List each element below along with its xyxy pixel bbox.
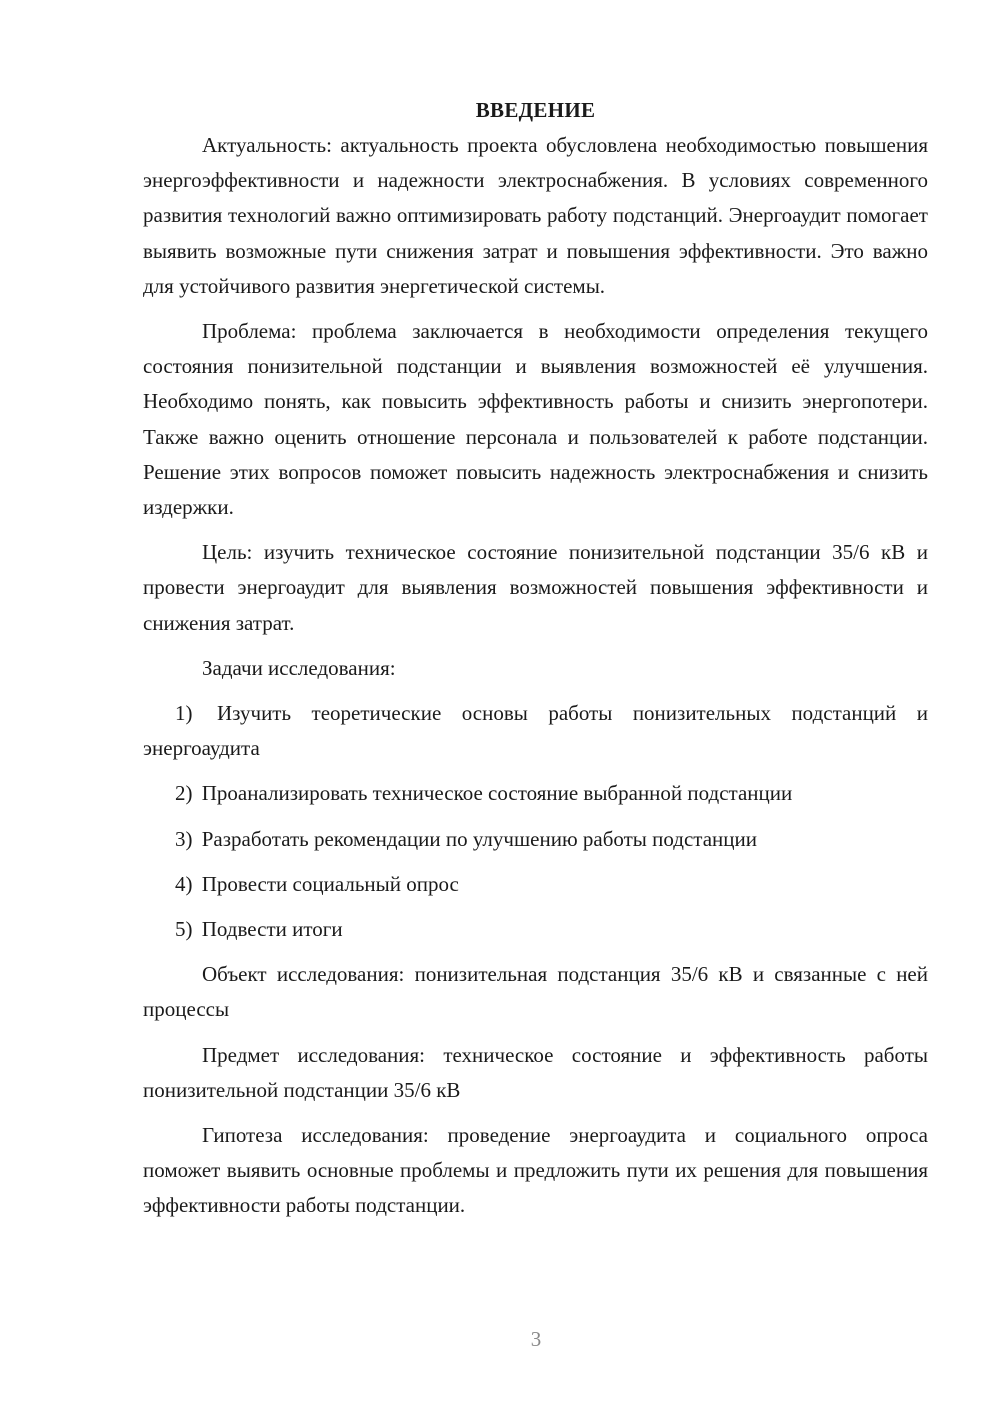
list-item [143, 776, 928, 811]
list-item [143, 822, 928, 857]
list-item-text: Провести социальный опрос [201, 871, 459, 896]
list-item [143, 912, 928, 947]
paragraph-subject: Предмет исследования: техническое состояние и эффективность работы понизительной подстанции 35/6 кВ [143, 1042, 928, 1102]
tasks-list [143, 696, 928, 947]
paragraph-hypothesis: Гипотеза исследования: проведение энергоаудита и социального опроса поможет выявить основные проблемы и предложить пути их решения для повышения эффективности работы подстанции. [143, 1123, 928, 1218]
list-item-number: 2) [175, 781, 193, 806]
list-item-text: Подвести итоги [201, 917, 343, 942]
paragraph-goal: Цель: изучить техническое состояние понизительной подстанции 35/6 кВ и провести энергоаудит для выявления возможностей повышения эффективности и снижения затрат. [143, 540, 928, 635]
section-title: ВВЕДЕНИЕ [475, 98, 596, 122]
list-item [143, 867, 928, 902]
list-item-number: 5) [175, 917, 193, 942]
list-item-text: Изучить теоретические основы работы понизительных подстанций и энергоаудита [143, 701, 929, 761]
page-number: 3 [530, 1327, 542, 1351]
list-item-number: 4) [175, 871, 193, 896]
paragraph-problem: Проблема: проблема заключается в необходимости определения текущего состояния понизительной подстанции и выявления возможностей её улучшения. Необходимо понять, как повысить эффективность работы и снизить энергопотери. Также важно оценить отношение персонала и пользователей к работе подстанции. Решение этих вопросов поможет повысить надежность электроснабжения и снизить издержки. [143, 319, 928, 520]
list-item-text: Разработать рекомендации по улучшению работы подстанции [201, 826, 757, 851]
list-item-number: 1) [175, 701, 193, 726]
list-item-number: 3) [175, 826, 193, 851]
list-item-text: Проанализировать техническое состояние выбранной подстанции [201, 781, 793, 806]
document-page [143, 93, 928, 1224]
list-item [143, 696, 928, 766]
paragraph-relevance: Актуальность: актуальность проекта обусловлена необходимостью повышения энергоэффективности и надежности электроснабжения. В условиях современного развития технологий важно оптимизировать работу подстанций. Энергоаудит помогает выявить возможные пути снижения затрат и повышения эффективности. Это важно для устойчивого развития энергетической системы. [143, 133, 928, 298]
tasks-heading: Задачи исследования: [202, 655, 396, 680]
paragraph-object: Объект исследования: понизительная подстанция 35/6 кВ и связанные с ней процессы [143, 962, 928, 1022]
